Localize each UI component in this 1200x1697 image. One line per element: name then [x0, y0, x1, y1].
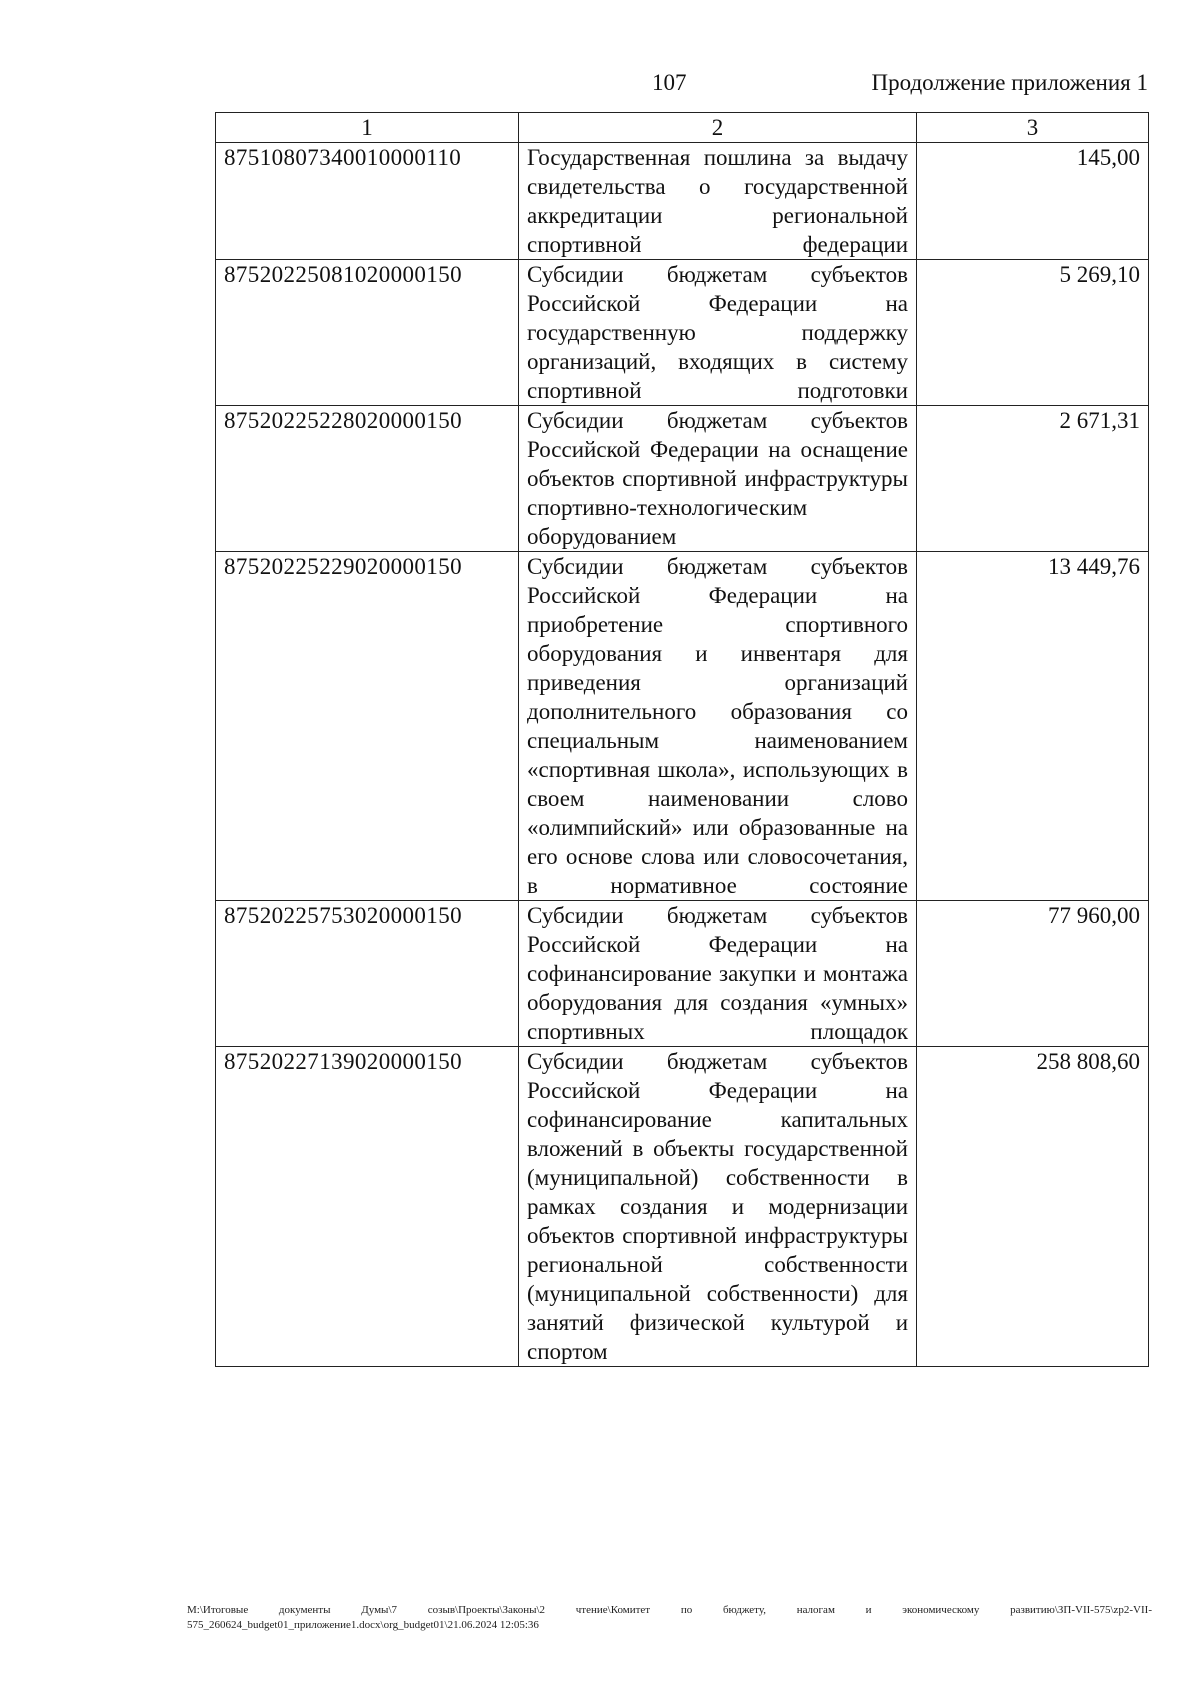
budget-table — [215, 112, 1149, 1367]
budget-description: Субсидии бюджетам субъектов Российской Федерации на софинансирование капитальных вложений в объекты государственной (муниципальной) собственности в рамках создания и модернизации объектов спортивной инфраструктуры региональной собственности (муниципальной собственности) для занятий физической культурой и спортом — [519, 1047, 917, 1367]
budget-description: Государственная пошлина за выдачу свидетельства о государственной аккредитации региональной спортивной федерации — [519, 143, 917, 260]
page-number: 107 — [652, 70, 687, 95]
budget-amount: 5 269,10 — [917, 260, 1149, 406]
table-row — [216, 260, 1149, 406]
table-row — [216, 901, 1149, 1047]
budget-amount: 258 808,60 — [917, 1047, 1149, 1367]
column-header: 1 — [216, 113, 519, 143]
budget-description: Субсидии бюджетам субъектов Российской Федерации на приобретение спортивного оборудования и инвентаря для приведения организаций дополнительного образования со специальным наименованием «спортивная школа», использующих в своем наименовании слово «олимпийский» или образованные на его основе слова или словосочетания, в нормативное состояние — [519, 552, 917, 901]
budget-code: 87520225081020000150 — [216, 260, 519, 406]
budget-amount: 77 960,00 — [917, 901, 1149, 1047]
budget-code: 87520225753020000150 — [216, 901, 519, 1047]
budget-description: Субсидии бюджетам субъектов Российской Федерации на государственную поддержку организаций, входящих в систему спортивной подготовки — [519, 260, 917, 406]
budget-code: 87520225228020000150 — [216, 406, 519, 552]
budget-description: Субсидии бюджетам субъектов Российской Федерации на софинансирование закупки и монтажа оборудования для создания «умных» спортивных площадок — [519, 901, 917, 1047]
budget-amount: 145,00 — [917, 143, 1149, 260]
continuation-label: Продолжение приложения 1 — [871, 70, 1148, 95]
column-header: 2 — [519, 113, 917, 143]
budget-amount: 2 671,31 — [917, 406, 1149, 552]
file-path-footer: M:\Итоговые документы Думы\7 созыв\Проекты\Законы\2 чтение\Комитет по бюджету, налогам и экономическому развитию\ЗП-VII-575\zp2-VII-575_260624_budget01_приложение1.docx\org_budget01\21.06.2024 12:05:36 — [187, 1604, 1152, 1631]
budget-description: Субсидии бюджетам субъектов Российской Федерации на оснащение объектов спортивной инфраструктуры спортивно-технологическим оборудованием — [519, 406, 917, 552]
table-row — [216, 143, 1149, 260]
budget-code: 87510807340010000110 — [216, 143, 519, 260]
budget-code: 87520225229020000150 — [216, 552, 519, 901]
table-row — [216, 406, 1149, 552]
column-header: 3 — [917, 113, 1149, 143]
budget-code: 87520227139020000150 — [216, 1047, 519, 1367]
table-row — [216, 552, 1149, 901]
budget-amount: 13 449,76 — [917, 552, 1149, 901]
table-header-row — [216, 113, 1149, 143]
table-row — [216, 1047, 1149, 1367]
